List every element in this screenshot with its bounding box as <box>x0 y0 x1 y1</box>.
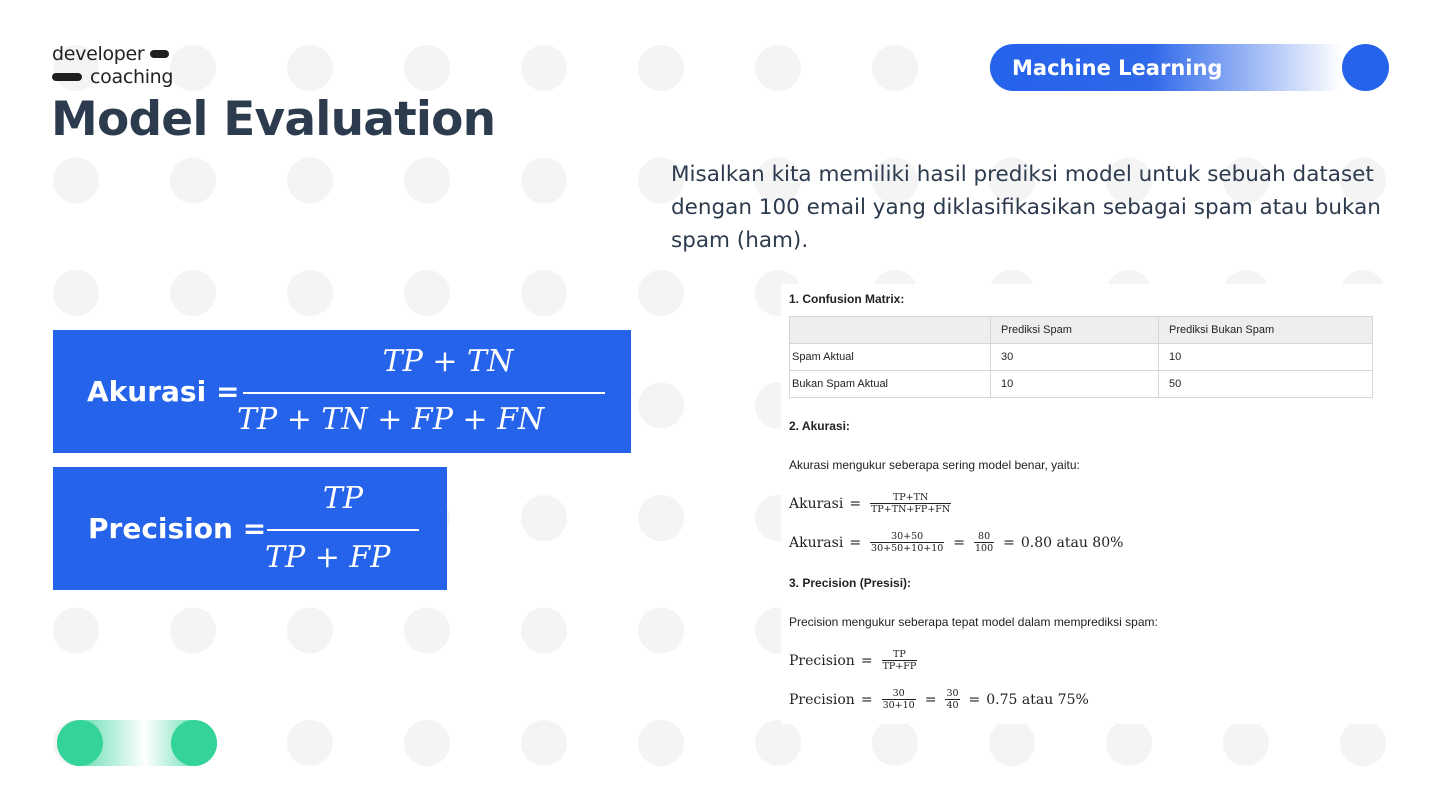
decorative-toggle <box>57 720 217 766</box>
section-accuracy-title: 2. Akurasi: <box>789 419 850 433</box>
equation-lhs: Precision <box>789 652 855 669</box>
accuracy-formula-denominator: TP + TN + FP + FN <box>237 402 545 437</box>
table-cell: 30 <box>991 344 1159 371</box>
equation-fraction: $\frac{30+50}{30+50+10+10}$ <box>871 531 944 554</box>
background-dot <box>404 720 450 766</box>
background-dot <box>872 720 918 766</box>
toggle-knob-right <box>171 720 217 766</box>
background-dot <box>521 45 567 91</box>
background-dot <box>1340 720 1386 766</box>
background-dot <box>521 720 567 766</box>
section-confusion-matrix-title: 1. Confusion Matrix: <box>789 292 905 306</box>
background-dot <box>638 383 684 429</box>
table-cell: 50 <box>1159 371 1373 398</box>
background-dot <box>638 45 684 91</box>
calculation-screenshot-panel <box>781 284 1401 724</box>
equation-lhs: Precision <box>789 691 855 708</box>
background-dot <box>287 720 333 766</box>
equation-fraction: $\frac{30}{30+10}$ <box>882 688 915 711</box>
accuracy-fraction-bar <box>243 392 605 394</box>
precision-equation-general: Precision = $\frac{TP}{TP+FP}$ <box>789 649 917 672</box>
table-cell: Spam Aktual <box>790 344 991 371</box>
precision-fraction-bar <box>267 529 419 531</box>
background-dot <box>404 608 450 654</box>
background-dot <box>521 270 567 316</box>
background-dot <box>638 720 684 766</box>
background-dot <box>989 720 1035 766</box>
background-dot <box>287 608 333 654</box>
background-dot <box>521 608 567 654</box>
table-header-row <box>790 317 1373 344</box>
precision-formula-numerator: TP <box>322 481 364 516</box>
equation-lhs: Akurasi <box>789 534 844 551</box>
table-cell: 10 <box>991 371 1159 398</box>
equation-result: 0.80 atau 80% <box>1020 534 1124 551</box>
background-dot <box>53 270 99 316</box>
background-dot <box>1223 720 1269 766</box>
precision-description: Precision mengukur seberapa tepat model dalam memprediksi spam: <box>789 615 1158 629</box>
tag-circle <box>1342 44 1389 91</box>
accuracy-formula-numerator: TP + TN <box>382 344 514 379</box>
background-dot <box>521 495 567 541</box>
accuracy-equation-general: Akurasi = $\frac{TP+TN}{TP+TN+FP+FN}$ <box>789 492 951 515</box>
topic-tag <box>990 44 1390 91</box>
toggle-knob-left <box>57 720 103 766</box>
background-dot <box>53 608 99 654</box>
logo-pill-shape <box>150 50 169 58</box>
background-dot <box>404 45 450 91</box>
topic-tag-label: Machine Learning <box>1012 56 1223 80</box>
page-title: Model Evaluation <box>51 92 496 147</box>
developer-coaching-logo <box>52 42 173 88</box>
accuracy-description: Akurasi mengukur seberapa sering model benar, yaitu: <box>789 458 1080 472</box>
table-cell: 10 <box>1159 344 1373 371</box>
table-header-cell: Prediksi Bukan Spam <box>1159 317 1373 344</box>
background-dot <box>170 45 216 91</box>
precision-formula-label: Precision = <box>88 512 267 545</box>
background-dot <box>170 270 216 316</box>
background-dot <box>287 270 333 316</box>
equation-fraction: $\frac{80}{100}$ <box>975 531 994 554</box>
background-dot <box>638 608 684 654</box>
equation-fraction: $\frac{TP+TN}{TP+TN+FP+FN}$ <box>871 492 951 515</box>
section-precision-title: 3. Precision (Presisi): <box>789 576 912 590</box>
accuracy-formula-label: Akurasi = <box>87 375 240 408</box>
table-header-cell <box>790 317 991 344</box>
background-dot <box>287 45 333 91</box>
precision-equation-computed: Precision = $\frac{30}{30+10}$ = $\frac{30}{40}$ = 0.75 atau 75% <box>789 688 1089 711</box>
background-dot <box>170 608 216 654</box>
intro-text: Misalkan kita memiliki hasil prediksi model untuk sebuah dataset dengan 100 email yang diklasifikasikan sebagai spam atau bukan spam (ham). <box>671 162 1381 253</box>
equation-fraction: $\frac{TP}{TP+FP}$ <box>882 649 917 672</box>
background-dot <box>755 45 801 91</box>
background-dot <box>404 158 450 204</box>
background-dot <box>638 495 684 541</box>
logo-pill-shape <box>52 73 82 81</box>
logo-word-coaching: coaching <box>90 65 174 88</box>
equation-result: 0.75 atau 75% <box>986 691 1089 708</box>
equation-fraction: $\frac{30}{40}$ <box>946 688 959 711</box>
background-dot <box>404 270 450 316</box>
accuracy-formula-box <box>53 330 631 453</box>
accuracy-equation-computed: Akurasi = $\frac{30+50}{30+50+10+10}$ = $\frac{80}{100}$ = 0.80 atau 80% <box>789 531 1124 554</box>
table-row <box>790 344 1373 371</box>
confusion-matrix-table <box>789 316 1373 398</box>
background-dot <box>638 270 684 316</box>
background-dot <box>53 158 99 204</box>
background-dot <box>1106 720 1152 766</box>
background-dot <box>287 158 333 204</box>
background-dot <box>755 720 801 766</box>
background-dot <box>872 45 918 91</box>
background-dot <box>521 158 567 204</box>
precision-formula-box <box>53 467 447 590</box>
table-cell: Bukan Spam Aktual <box>790 371 991 398</box>
precision-formula-denominator: TP + FP <box>265 540 391 575</box>
equation-lhs: Akurasi <box>789 495 844 512</box>
table-row <box>790 371 1373 398</box>
background-dot <box>170 158 216 204</box>
table-header-cell: Prediksi Spam <box>991 317 1159 344</box>
logo-word-developer: developer <box>52 42 145 65</box>
